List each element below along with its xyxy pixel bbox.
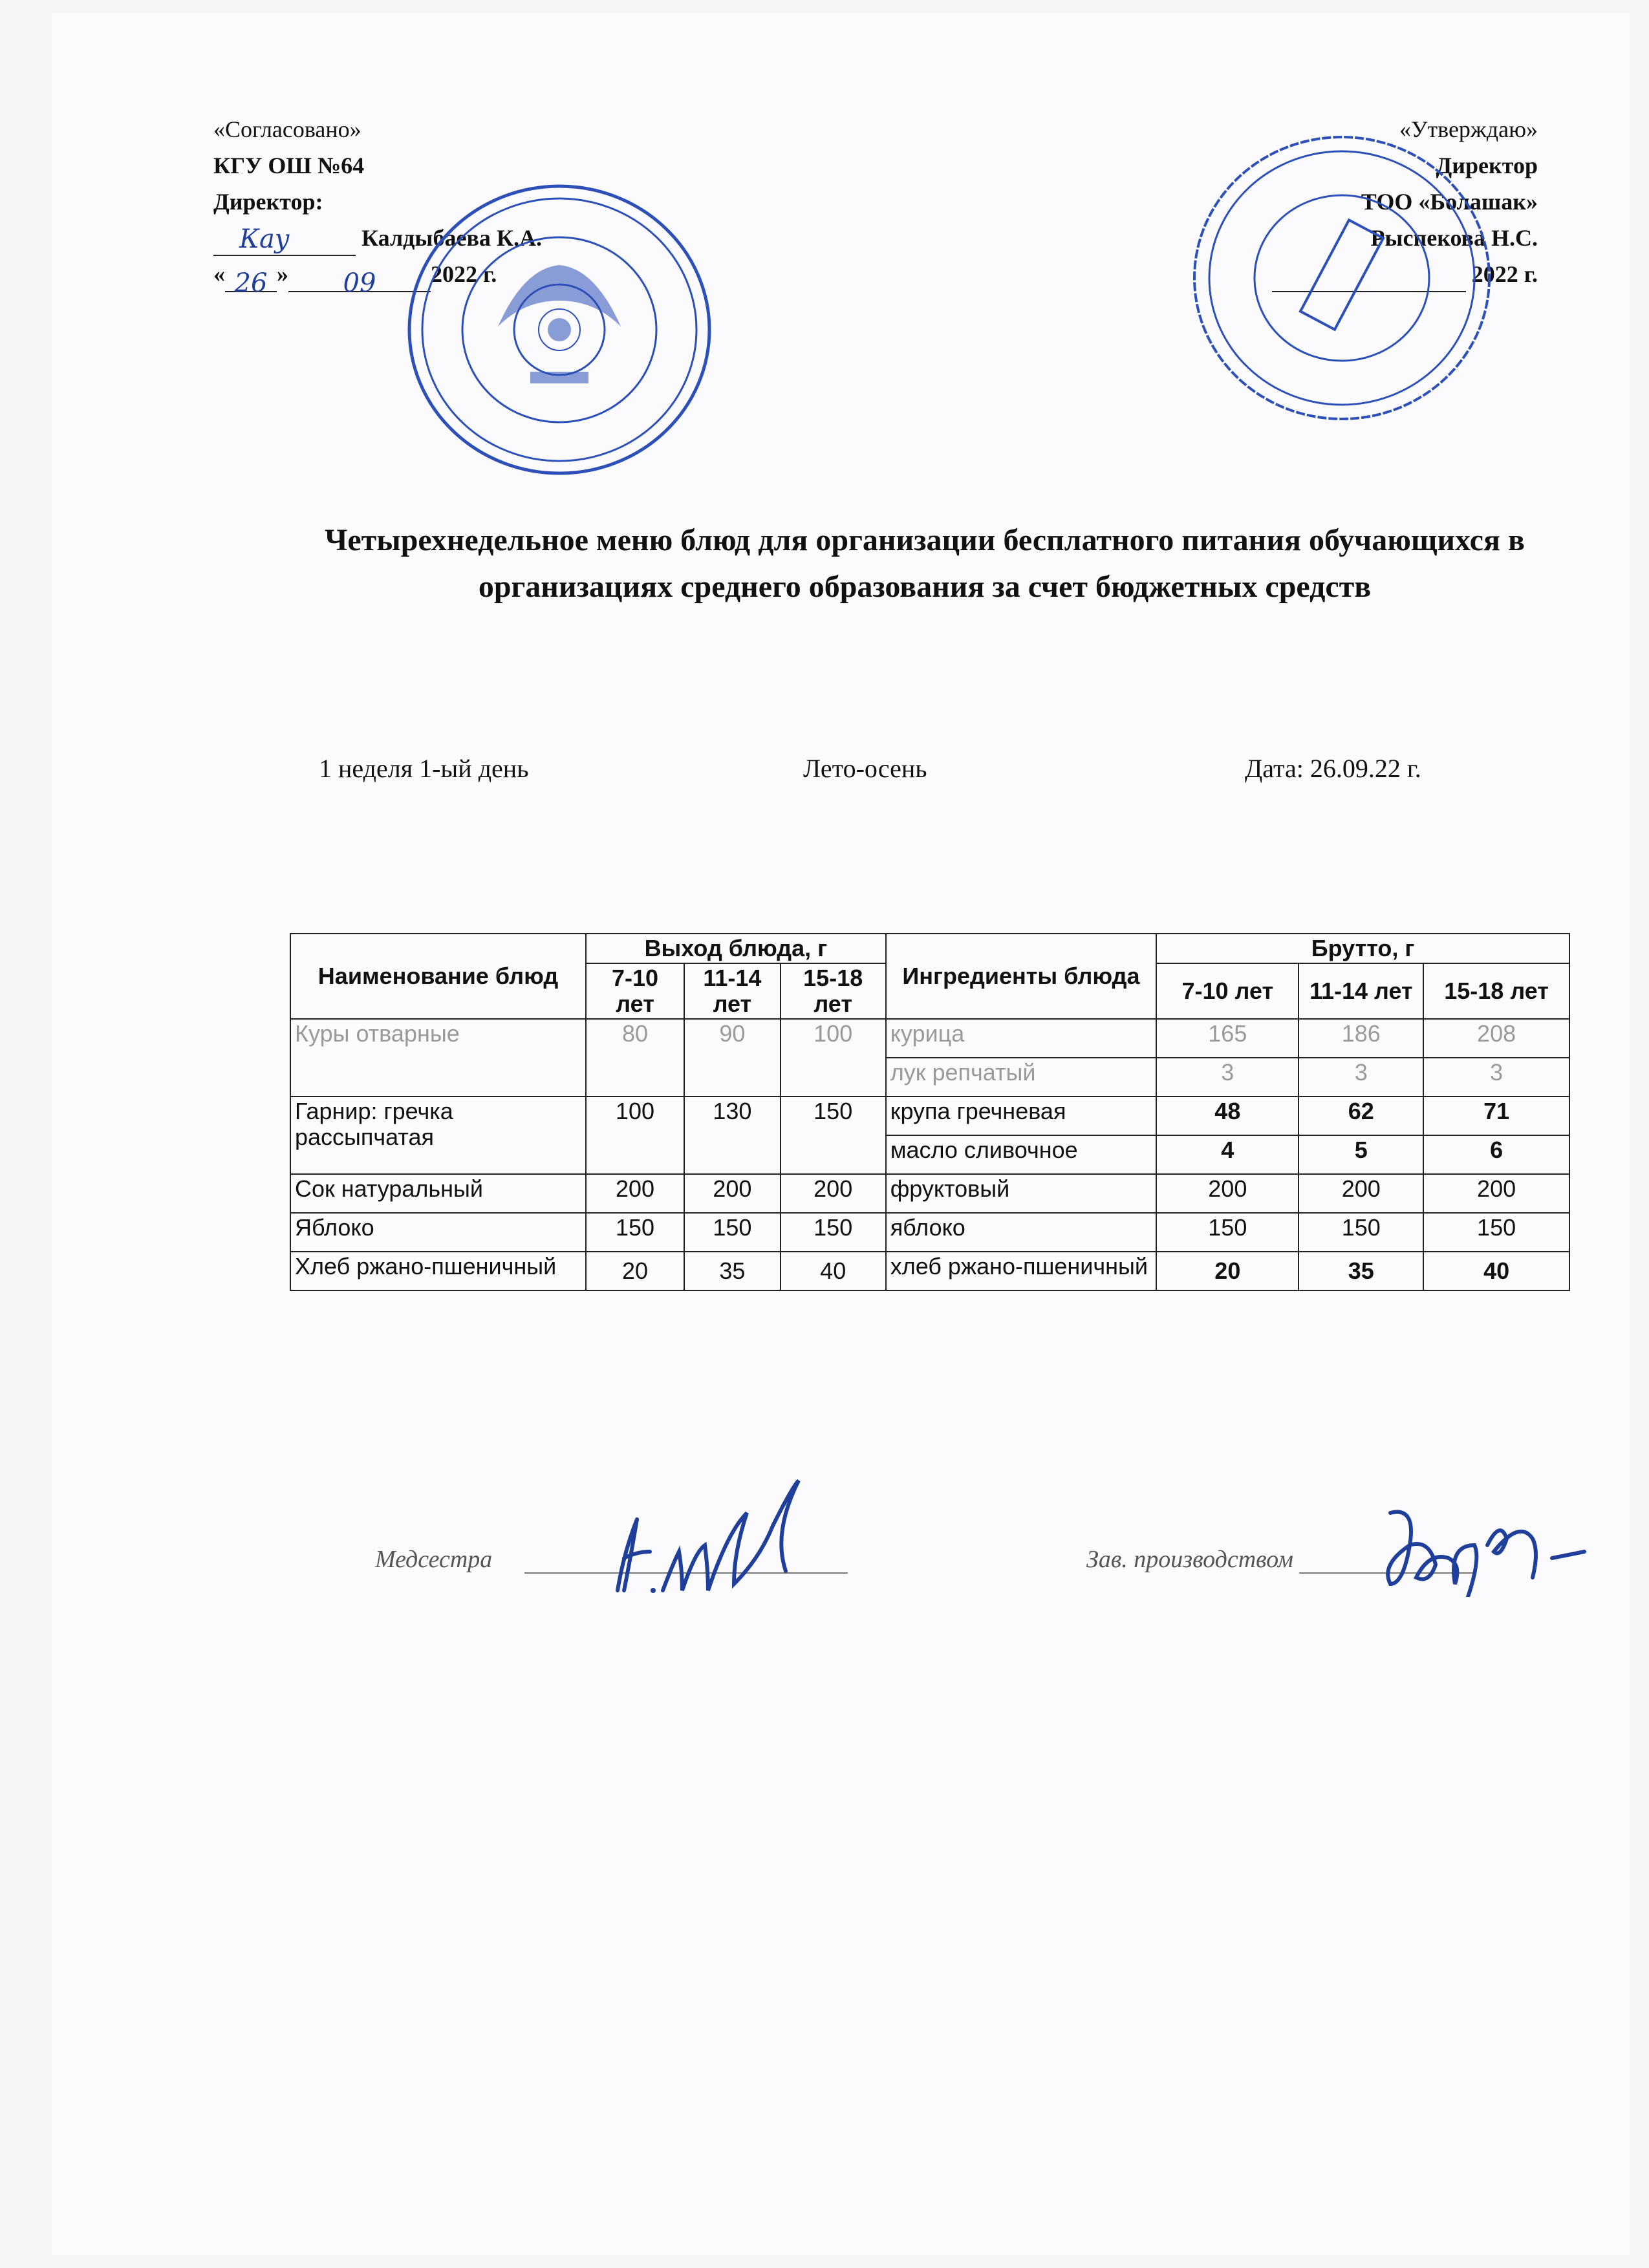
gross-value: 150: [1423, 1213, 1569, 1252]
gross-value: 3: [1423, 1058, 1569, 1097]
table-row: [290, 1252, 1569, 1290]
approval-label: «Согласовано»: [213, 116, 361, 142]
header-age-11-14: 11-14 лет: [684, 963, 781, 1019]
header-age-11-14: 11-14 лет: [1299, 963, 1423, 1019]
approval-block-left: «Согласовано» КГУ ОШ №64 Директор: Кау Калдыбаева К.А. « 26 » 09 2022 г.: [213, 111, 542, 292]
nurse-signature: [605, 1468, 850, 1616]
header-age-15-18: 15-18 лет: [781, 963, 886, 1019]
header-age-7-10: 7-10 лет: [1156, 963, 1299, 1019]
nurse-label: Медсестра: [375, 1546, 493, 1573]
date-year: 2022 г.: [1471, 261, 1538, 287]
ingredient-name: лук репчатый: [886, 1058, 1157, 1097]
manager-signature: [1377, 1493, 1591, 1597]
gross-value: 3: [1299, 1058, 1423, 1097]
gross-value: 165: [1156, 1019, 1299, 1058]
date-month: 09: [343, 268, 376, 298]
gross-value: 150: [1299, 1213, 1423, 1252]
gross-value: 150: [1156, 1213, 1299, 1252]
ingredient-name: фруктовый: [886, 1174, 1157, 1213]
header-dish-name: Наименование блюд: [290, 934, 586, 1019]
header-yield: Выход блюда, г: [586, 934, 886, 963]
company-stamp: [1187, 129, 1497, 427]
menu-date: Дата: 26.09.22 г.: [1245, 754, 1421, 783]
yield-value: 100: [781, 1019, 886, 1097]
document-title: Четырехнедельное меню блюд для организации бесплатного питания обучающихся в организациях среднего образования за счет бюджетных средств: [325, 523, 1525, 604]
gross-value: 20: [1156, 1252, 1299, 1290]
menu-table: [290, 933, 1570, 1291]
ingredient-name: яблоко: [886, 1213, 1157, 1252]
manager-label: Зав. производством: [1086, 1546, 1293, 1573]
dish-name: Сок натуральный: [290, 1174, 586, 1213]
yield-value: 35: [684, 1252, 781, 1290]
gross-value: 48: [1156, 1097, 1299, 1135]
date-day-field: [225, 265, 277, 298]
approval-name: Калдыбаева К.А.: [361, 225, 542, 251]
ingredient-name: масло сливочное: [886, 1135, 1157, 1174]
gross-value: 71: [1423, 1097, 1569, 1135]
dish-name: Куры отварные: [290, 1019, 586, 1097]
header-gross: Брутто, г: [1156, 934, 1569, 963]
approval-position: Директор: [1436, 153, 1538, 178]
header-age-15-18: 15-18 лет: [1423, 963, 1569, 1019]
yield-value: 80: [586, 1019, 684, 1097]
yield-value: 130: [684, 1097, 781, 1174]
approval-org: КГУ ОШ №64: [213, 153, 365, 178]
ingredient-name: хлеб ржано-пшеничный: [886, 1252, 1157, 1290]
approval-label: «Утверждаю»: [1399, 116, 1538, 142]
yield-value: 200: [781, 1174, 886, 1213]
table-row: [290, 1213, 1569, 1252]
dish-name: Гарнир: гречка рассыпчатая: [290, 1097, 586, 1174]
gross-value: 208: [1423, 1019, 1569, 1058]
gross-value: 200: [1423, 1174, 1569, 1213]
yield-value: 20: [586, 1252, 684, 1290]
yield-value: 90: [684, 1019, 781, 1097]
season: Лето-осень: [803, 754, 927, 783]
table-row: [290, 1097, 1569, 1135]
gross-value: 200: [1299, 1174, 1423, 1213]
gross-value: 3: [1156, 1058, 1299, 1097]
ingredient-name: крупа гречневая: [886, 1097, 1157, 1135]
approval-org: ТОО «Болашак»: [1361, 189, 1538, 215]
yield-value: 150: [586, 1213, 684, 1252]
table-row: [290, 1019, 1569, 1058]
yield-value: 150: [781, 1097, 886, 1174]
table-row: [290, 1174, 1569, 1213]
gross-value: 5: [1299, 1135, 1423, 1174]
yield-value: 200: [684, 1174, 781, 1213]
gross-value: 35: [1299, 1252, 1423, 1290]
yield-value: 150: [781, 1213, 886, 1252]
signature-line: [213, 224, 356, 256]
yield-value: 200: [586, 1174, 684, 1213]
ingredient-name: курица: [886, 1019, 1157, 1058]
week-day: 1 неделя 1-ый день: [319, 754, 529, 783]
gross-value: 186: [1299, 1019, 1423, 1058]
gross-value: 6: [1423, 1135, 1569, 1174]
date-year: 2022 г.: [431, 261, 497, 287]
yield-value: 150: [684, 1213, 781, 1252]
director-signature: Кау: [239, 224, 290, 254]
gross-value: 4: [1156, 1135, 1299, 1174]
approval-name: Рыспекова Н.С.: [1370, 225, 1538, 251]
gross-value: 40: [1423, 1252, 1569, 1290]
dish-name: Хлеб ржано-пшеничный: [290, 1252, 586, 1290]
dish-name: Яблоко: [290, 1213, 586, 1252]
date-day: 26: [234, 268, 268, 298]
school-stamp: [401, 178, 718, 482]
yield-value: 100: [586, 1097, 684, 1174]
approval-position: Директор:: [213, 189, 323, 215]
gross-value: 62: [1299, 1097, 1423, 1135]
gross-value: 200: [1156, 1174, 1299, 1213]
header-age-7-10: 7-10 лет: [586, 963, 684, 1019]
header-ingredients: Ингредиенты блюда: [886, 934, 1157, 1019]
yield-value: 40: [781, 1252, 886, 1290]
